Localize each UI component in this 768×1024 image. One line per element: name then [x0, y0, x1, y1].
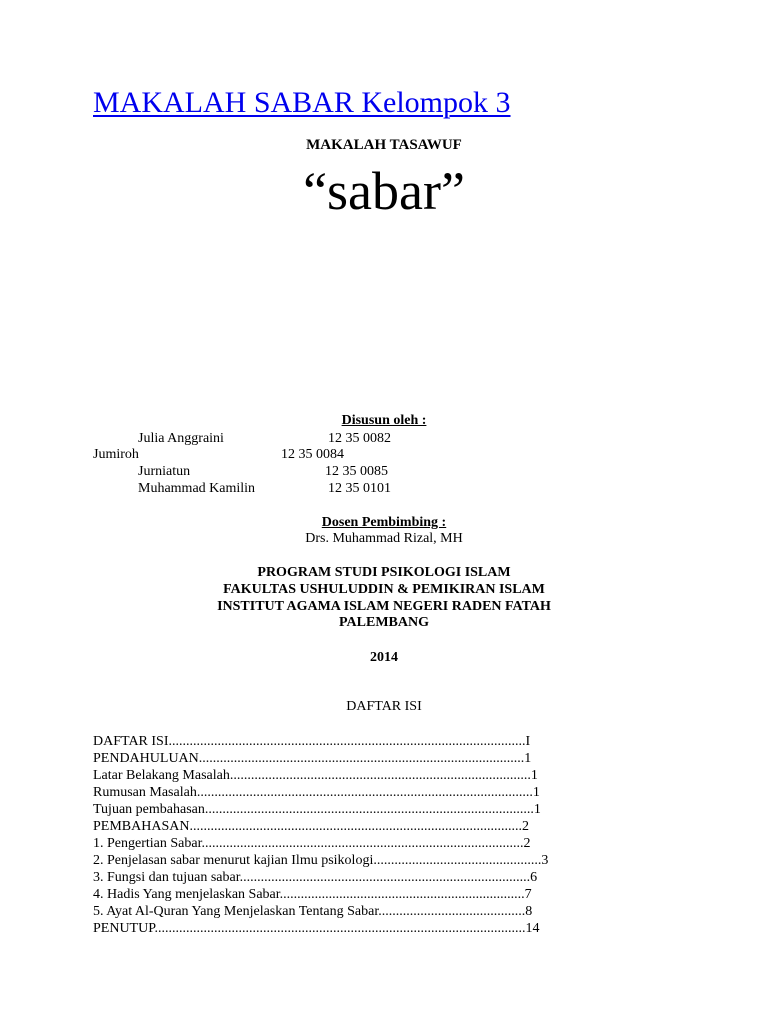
document-title-link[interactable]: MAKALAH SABAR Kelompok 3	[93, 86, 511, 119]
toc-heading: DAFTAR ISI	[346, 699, 422, 714]
institute-name: INSTITUT AGAMA ISLAM NEGERI RADEN FATAH	[217, 599, 551, 614]
author-nim: 12 35 0084	[281, 447, 344, 462]
toc-entry: PENDAHULUAN.............................................................................................1	[93, 751, 532, 766]
toc-entry: 4. Hadis Yang menjelaskan Sabar......................................................................7	[93, 887, 532, 902]
city-name: PALEMBANG	[339, 615, 429, 630]
toc-entry: Tujuan pembahasan..............................................................................................1	[93, 802, 541, 817]
toc-entry: 3. Fungsi dan tujuan sabar...................................................................................6	[93, 870, 538, 885]
faculty-name: FAKULTAS USHULUDDIN & PEMIKIRAN ISLAM	[223, 582, 545, 597]
supervisor-label: Dosen Pembimbing :	[321, 515, 447, 530]
authors-label: Disusun oleh :	[341, 413, 427, 428]
toc-entry: 2. Penjelasan sabar menurut kajian Ilmu psikologi................................................3	[93, 853, 549, 868]
author-name: Muhammad Kamilin	[138, 481, 256, 496]
main-title: “sabar”	[303, 161, 465, 221]
toc-entry: 5. Ayat Al-Quran Yang Menjelaskan Tentang Sabar..........................................8	[93, 904, 533, 919]
toc-entry: PENUTUP..........................................................................................................14	[93, 921, 540, 936]
author-name: Jurniatun	[138, 464, 191, 479]
author-nim: 12 35 0085	[325, 464, 388, 479]
toc-entry: DAFTAR ISI......................................................................................................I	[93, 734, 531, 749]
year: 2014	[370, 650, 398, 665]
toc-entry: Rumusan Masalah................................................................................................1	[93, 785, 540, 800]
author-name: Jumiroh	[93, 447, 139, 462]
author-name: Julia Anggraini	[138, 431, 224, 446]
toc-entry: Latar Belakang Masalah......................................................................................1	[93, 768, 538, 783]
toc-entry: PEMBAHASAN...............................................................................................2	[93, 819, 529, 834]
author-nim: 12 35 0101	[328, 481, 391, 496]
toc-entry: 1. Pengertian Sabar............................................................................................2	[93, 836, 531, 851]
supervisor-name: Drs. Muhammad Rizal, MH	[305, 531, 463, 546]
author-nim: 12 35 0082	[328, 431, 391, 446]
program-name: PROGRAM STUDI PSIKOLOGI ISLAM	[257, 565, 511, 580]
makalah-subtitle: MAKALAH TASAWUF	[306, 137, 462, 153]
